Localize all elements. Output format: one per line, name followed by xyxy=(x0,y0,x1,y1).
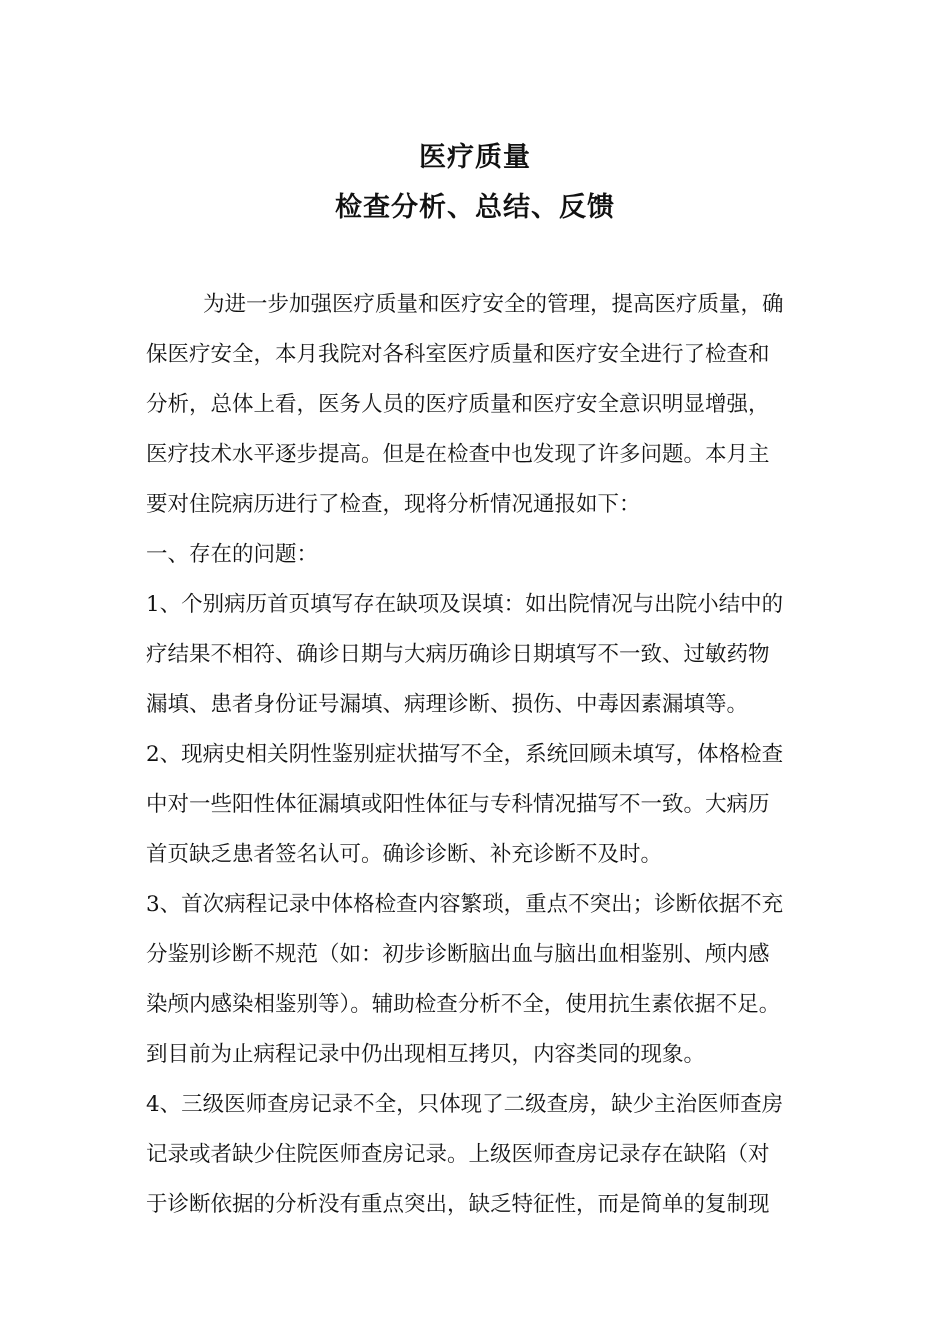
paragraph-line: 要对住院病历进行了检查，现将分析情况通报如下： xyxy=(146,492,641,517)
list-item-line: 到目前为止病程记录中仍出现相互拷贝，内容类同的现象。 xyxy=(146,1042,706,1067)
section-heading: 一、存在的问题： xyxy=(146,542,319,567)
paragraph-line: 保医疗安全，本月我院对各科室医疗质量和医疗安全进行了检查和 xyxy=(146,342,770,367)
document-body xyxy=(146,280,816,1230)
list-item-line: 分鉴别诊断不规范（如：初步诊断脑出血与脑出血相鉴别、颅内感 xyxy=(146,942,770,967)
list-item-line: 2、现病史相关阴性鉴别症状描写不全，系统回顾未填写，体格检查 xyxy=(146,742,784,767)
list-item-line: 4、三级医师查房记录不全，只体现了二级查房，缺少主治医师查房 xyxy=(146,1092,784,1117)
list-item-line: 1、个别病历首页填写存在缺项及误填：如出院情况与出院小结中的 xyxy=(146,592,784,617)
list-item-line: 记录或者缺少住院医师查房记录。上级医师查房记录存在缺陷（对 xyxy=(146,1142,770,1167)
list-item-line: 于诊断依据的分析没有重点突出，缺乏特征性，而是简单的复制现 xyxy=(146,1192,770,1217)
list-item-line: 中对一些阳性体征漏填或阳性体征与专科情况描写不一致。大病历 xyxy=(146,792,770,817)
paragraph-line: 为进一步加强医疗质量和医疗安全的管理，提高医疗质量，确 xyxy=(203,292,784,317)
list-item-line: 染颅内感染相鉴别等）。辅助检查分析不全，使用抗生素依据不足。 xyxy=(146,992,781,1017)
paragraph-line: 医疗技术水平逐步提高。但是在检查中也发现了许多问题。本月主 xyxy=(146,442,770,467)
list-item-line: 疗结果不相符、确诊日期与大病历确诊日期填写不一致、过敏药物 xyxy=(146,642,770,667)
document-title: 医疗质量 xyxy=(419,142,531,173)
paragraph-line: 分析，总体上看，医务人员的医疗质量和医疗安全意识明显增强， xyxy=(146,392,770,417)
document-subtitle: 检查分析、总结、反馈 xyxy=(335,192,615,223)
list-item-line: 首页缺乏患者签名认可。确诊诊断、补充诊断不及时。 xyxy=(146,842,663,867)
list-item-line: 漏填、患者身份证号漏填、病理诊断、损伤、中毒因素漏填等。 xyxy=(146,692,749,717)
list-item-line: 3、首次病程记录中体格检查内容繁琐，重点不突出；诊断依据不充 xyxy=(146,892,784,917)
